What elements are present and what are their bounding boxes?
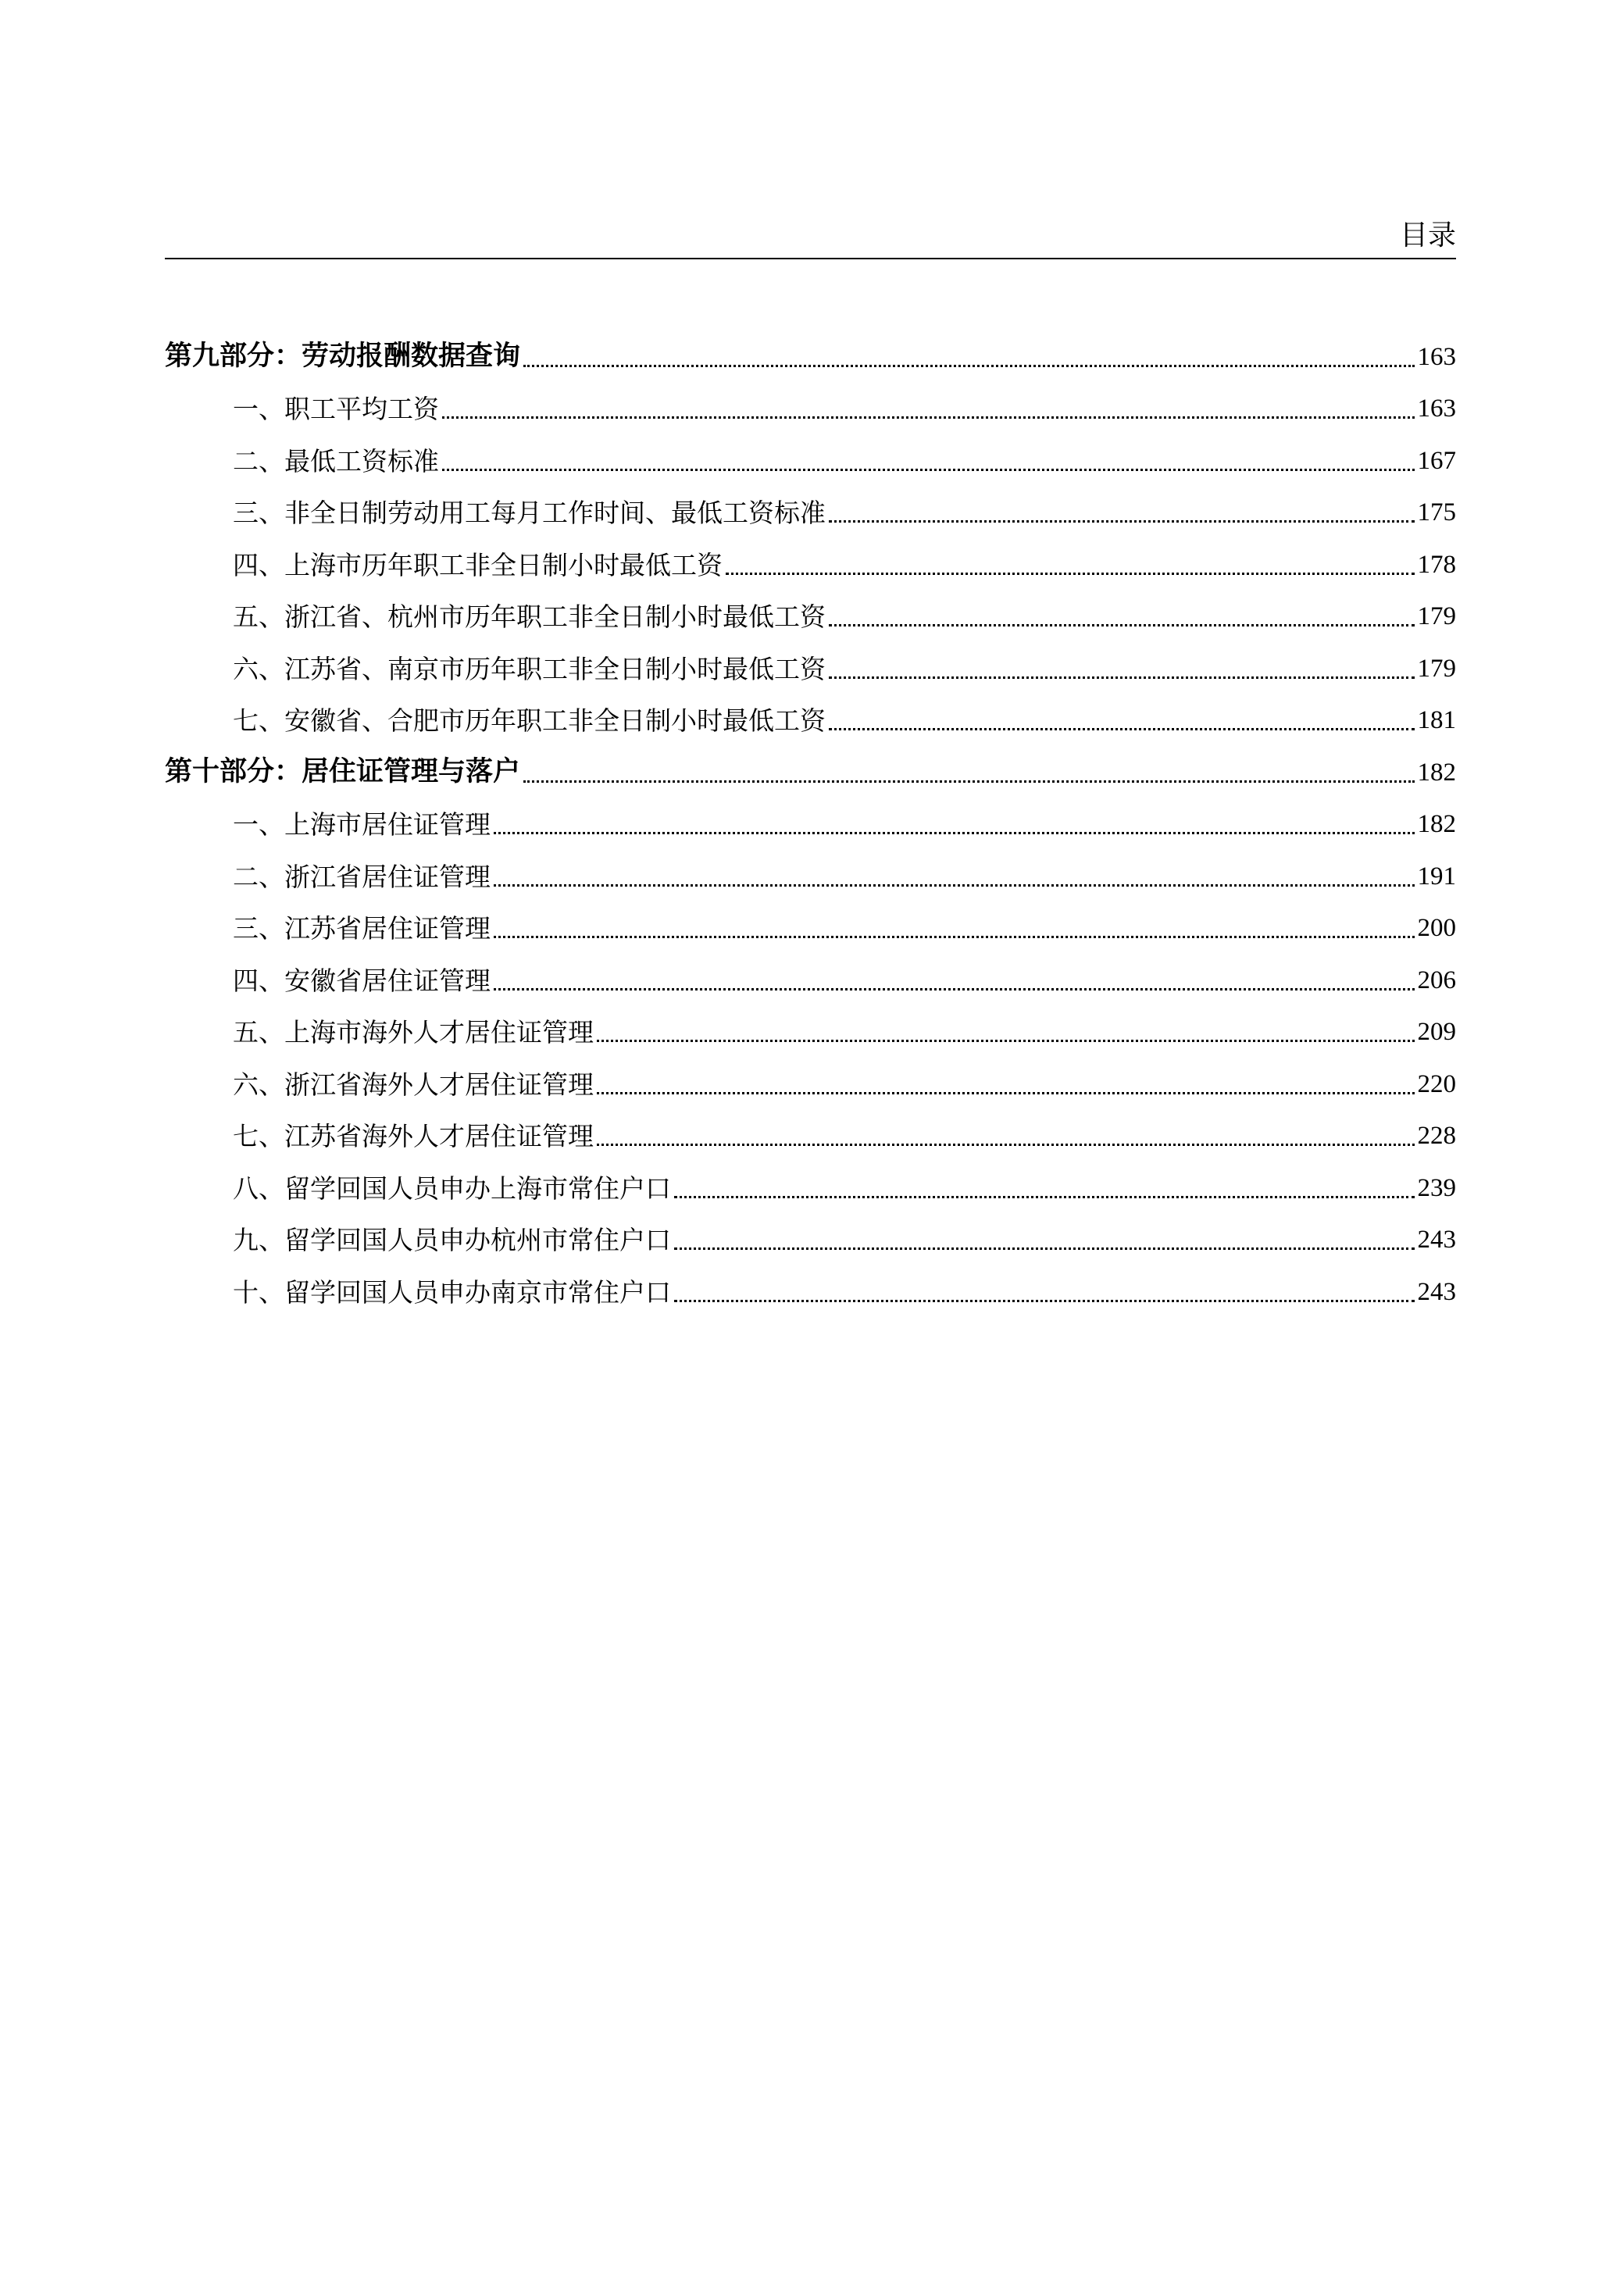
toc-entry-label: 二、最低工资标准	[233, 445, 439, 476]
dot-leader	[829, 520, 1415, 523]
toc-entry[interactable]	[165, 482, 1456, 534]
toc-entry-page: 178	[1417, 550, 1456, 579]
dot-leader	[674, 1196, 1415, 1198]
toc-entry-page: 206	[1417, 965, 1456, 994]
toc-entry-label: 第十部分：居住证管理与落户	[165, 755, 521, 787]
dot-leader	[597, 1092, 1415, 1094]
dot-leader	[674, 1247, 1415, 1250]
toc-entry[interactable]	[165, 1001, 1456, 1054]
toc-entry-label: 第九部分：劳动报酬数据查询	[165, 340, 521, 372]
toc-entry[interactable]	[165, 637, 1456, 690]
toc-entry-page: 243	[1417, 1226, 1456, 1254]
toc-entry-page: 167	[1417, 446, 1456, 475]
dot-leader	[597, 1144, 1415, 1146]
toc-entry-label: 一、职工平均工资	[233, 394, 439, 424]
toc-entry[interactable]	[165, 949, 1456, 1001]
toc-entry-label: 三、非全日制劳动用工每月工作时间、最低工资标准	[233, 498, 826, 528]
dot-leader	[494, 884, 1415, 887]
toc-entry[interactable]	[165, 1261, 1456, 1313]
table-of-contents	[165, 326, 1456, 1313]
dot-leader	[597, 1040, 1415, 1042]
toc-entry-page: 163	[1417, 342, 1456, 371]
toc-entry-label: 七、安徽省、合肥市历年职工非全日制小时最低工资	[233, 705, 826, 736]
toc-entry-page: 239	[1417, 1173, 1456, 1202]
toc-entry-label: 五、浙江省、杭州市历年职工非全日制小时最低工资	[233, 601, 826, 632]
dot-leader	[829, 728, 1415, 730]
toc-entry-page: 179	[1417, 602, 1456, 630]
toc-entry[interactable]	[165, 845, 1456, 898]
toc-entry-page: 175	[1417, 498, 1456, 526]
toc-entry-label: 四、安徽省居住证管理	[233, 965, 491, 996]
dot-leader	[829, 676, 1415, 679]
toc-entry-page: 182	[1417, 758, 1456, 787]
toc-entry[interactable]	[165, 1053, 1456, 1105]
dot-leader	[523, 365, 1414, 367]
toc-entry[interactable]	[165, 794, 1456, 846]
toc-entry-label: 三、江苏省居住证管理	[233, 913, 491, 944]
dot-leader	[442, 416, 1415, 419]
toc-entry-page: 179	[1417, 654, 1456, 683]
page-header	[165, 209, 1456, 259]
dot-leader	[523, 780, 1414, 783]
toc-entry[interactable]	[165, 378, 1456, 430]
toc-entry[interactable]	[165, 898, 1456, 950]
toc-entry[interactable]	[165, 326, 1456, 378]
toc-entry[interactable]	[165, 1209, 1456, 1262]
toc-entry-page: 200	[1417, 914, 1456, 942]
toc-entry-label: 七、江苏省海外人才居住证管理	[233, 1121, 594, 1151]
toc-entry[interactable]	[165, 1157, 1456, 1209]
toc-entry-label: 四、上海市历年职工非全日制小时最低工资	[233, 549, 723, 580]
toc-entry-page: 228	[1417, 1122, 1456, 1150]
toc-entry[interactable]	[165, 586, 1456, 638]
toc-entry[interactable]	[165, 430, 1456, 482]
page-title: 目录	[1399, 220, 1456, 252]
toc-entry-page: 220	[1417, 1069, 1456, 1098]
toc-entry-page: 182	[1417, 810, 1456, 838]
toc-entry-page: 181	[1417, 706, 1456, 734]
toc-entry-label: 十、留学回国人员申办南京市常住户口	[233, 1276, 671, 1308]
toc-entry[interactable]	[165, 741, 1456, 794]
toc-entry-page: 191	[1417, 862, 1456, 891]
toc-entry-page: 209	[1417, 1018, 1456, 1046]
toc-entry-label: 六、浙江省海外人才居住证管理	[233, 1069, 594, 1100]
toc-entry-page: 163	[1417, 394, 1456, 423]
toc-entry[interactable]	[165, 534, 1456, 586]
dot-leader	[726, 573, 1415, 575]
toc-entry[interactable]	[165, 1105, 1456, 1158]
dot-leader	[674, 1300, 1415, 1302]
toc-entry-label: 六、江苏省、南京市历年职工非全日制小时最低工资	[233, 653, 826, 684]
dot-leader	[494, 988, 1415, 990]
dot-leader	[829, 624, 1415, 626]
toc-entry[interactable]	[165, 690, 1456, 742]
toc-entry-label: 二、浙江省居住证管理	[233, 861, 491, 892]
dot-leader	[442, 469, 1415, 471]
dot-leader	[494, 936, 1415, 938]
toc-entry-label: 五、上海市海外人才居住证管理	[233, 1017, 594, 1048]
toc-entry-page: 243	[1417, 1277, 1456, 1306]
toc-entry-label: 九、留学回国人员申办杭州市常住户口	[233, 1225, 671, 1255]
toc-entry-label: 一、上海市居住证管理	[233, 809, 491, 840]
dot-leader	[494, 832, 1415, 834]
toc-entry-label: 八、留学回国人员申办上海市常住户口	[233, 1172, 671, 1204]
